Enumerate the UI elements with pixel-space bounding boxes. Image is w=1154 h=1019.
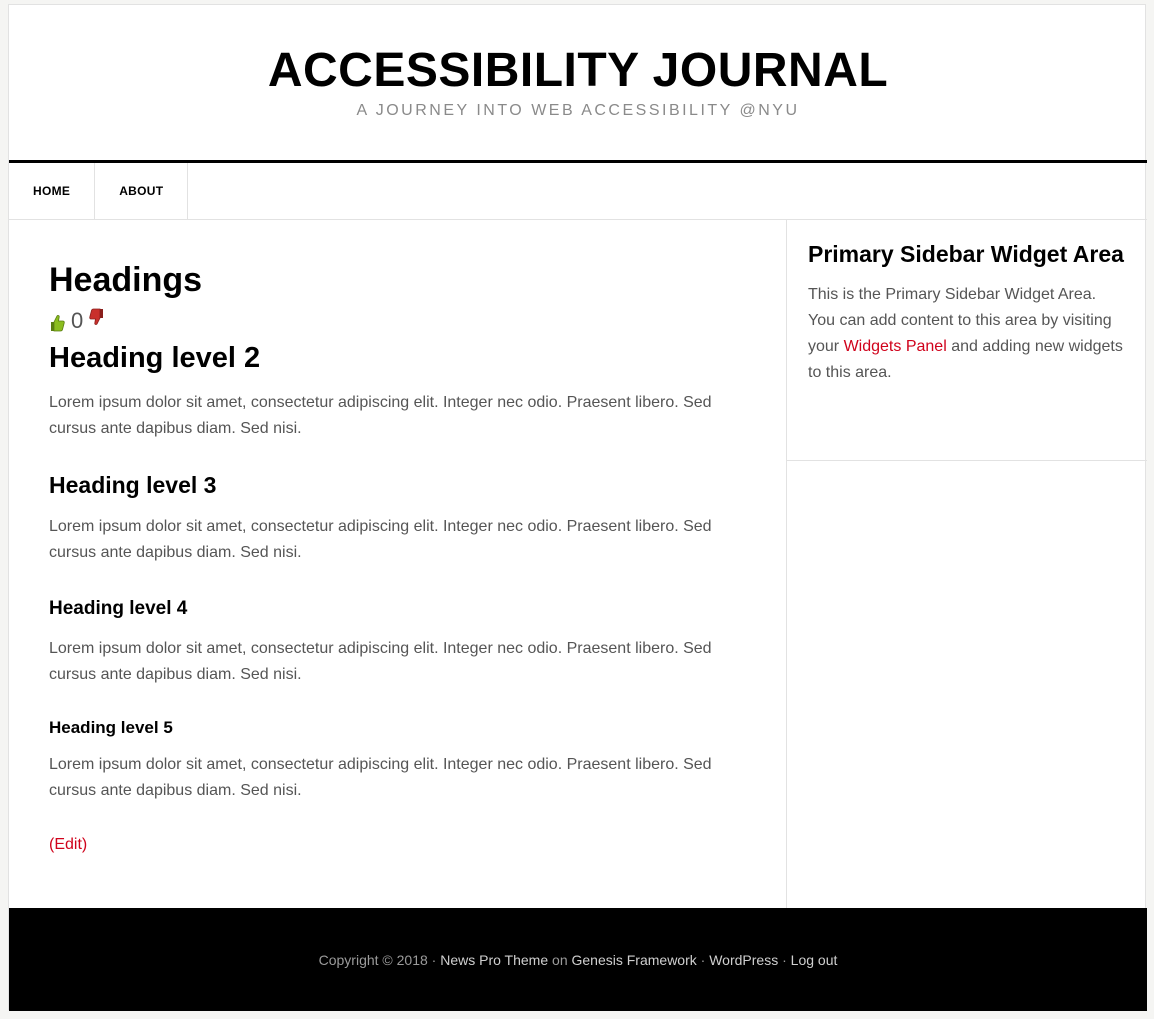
entry-title: Headings [49, 261, 203, 299]
site-description: A JOURNEY INTO WEB ACCESSIBILITY @NYU [356, 102, 800, 119]
site-footer [9, 908, 1147, 1011]
widget-text-after: and adding new widgets to this area. [808, 338, 1123, 381]
widget-text [808, 282, 1127, 386]
post-rating [49, 308, 746, 332]
footer-copyright: Copyright © 2018 · [318, 951, 441, 968]
footer-logout-link[interactable]: Log out [790, 951, 838, 968]
footer-framework-link[interactable]: Genesis Framework [571, 951, 697, 968]
footer-separator: · [696, 951, 710, 968]
footer-separator: · [778, 951, 791, 968]
primary-nav [9, 160, 1147, 220]
heading-level-3: Heading level 3 [49, 472, 217, 498]
site-header [9, 5, 1147, 160]
heading-level-4: Heading level 4 [49, 598, 188, 619]
footer-theme-link[interactable]: News Pro Theme [440, 951, 549, 968]
thumbs-down-icon[interactable] [89, 308, 105, 326]
site-container [8, 4, 1146, 1010]
footer-on-text: on [548, 951, 572, 968]
widgets-panel-link[interactable]: Widgets Panel [843, 338, 947, 355]
nav-item-about[interactable]: ABOUT [95, 163, 188, 219]
footer-wordpress-link[interactable]: WordPress [709, 951, 779, 968]
rating-count: 0 [71, 308, 84, 333]
heading-level-5: Heading level 5 [49, 718, 173, 737]
heading-level-2: Heading level 2 [49, 342, 261, 374]
thumbs-up-icon[interactable] [49, 314, 65, 332]
section-paragraph: Lorem ipsum dolor sit amet, consectetur adipiscing elit. Integer nec odio. Praesent libero. Sed cursus ante dapibus diam. Sed nisi. [49, 640, 712, 683]
section-paragraph: Lorem ipsum dolor sit amet, consectetur adipiscing elit. Integer nec odio. Praesent libero. Sed cursus ante dapibus diam. Sed nisi. [49, 756, 712, 799]
site-title[interactable]: ACCESSIBILITY JOURNAL [267, 44, 889, 97]
nav-item-home[interactable]: HOME [9, 163, 95, 219]
main-content [9, 220, 787, 908]
widget-title: Primary Sidebar Widget Area [808, 241, 1124, 267]
edit-link[interactable]: (Edit) [49, 836, 88, 853]
widget-text-before: This is the Primary Sidebar Widget Area. You can add content to this area by visiting your [808, 286, 1112, 355]
section-paragraph: Lorem ipsum dolor sit amet, consectetur adipiscing elit. Integer nec odio. Praesent libero. Sed cursus ante dapibus diam. Sed nisi. [49, 394, 712, 437]
primary-sidebar [787, 220, 1147, 461]
section-paragraph: Lorem ipsum dolor sit amet, consectetur adipiscing elit. Integer nec odio. Praesent libero. Sed cursus ante dapibus diam. Sed nisi. [49, 518, 712, 561]
